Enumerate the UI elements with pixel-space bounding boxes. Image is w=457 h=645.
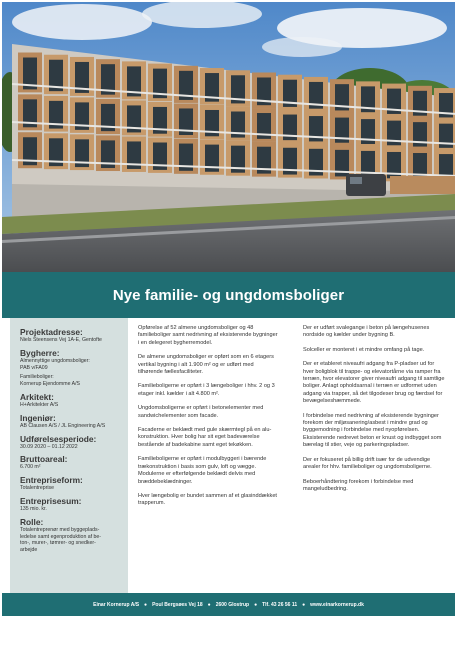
fact-value: arbejde (20, 547, 38, 554)
fact-value: H+Arkitekter A/S (20, 401, 59, 408)
fact-heading: Rolle: (20, 516, 44, 527)
description-paragraph: Hver længebolig er bundet sammen af et glasinddækket trapperum. (138, 492, 277, 507)
description-paragraph: Ungdomsboligerne er opført i betonelementer med sandwichelementer som facade. (138, 405, 264, 419)
fact-value: Almennyttige ungdomsboliger: (20, 357, 90, 364)
separator-dot-icon: ● (302, 601, 306, 608)
fact-value: Kornerup Ejendomme A/S (20, 381, 80, 388)
description-paragraph: Der er fokuseret på billig drift især for de udvendige arealer for hhv. familieboliger og ungdomsboligerne. (303, 456, 432, 471)
description-paragraph: Opførelse af 52 almene ungdomsboliger og 48 familieboliger samt nedrivning af eksisterende bygninger i en delegeret bygherremodel. (138, 325, 278, 346)
description-paragraph: Facaderne er beklædt med gule skærmtegl på en alu-konstruktion. Hver bolig har sit eget badeværelse bestående af badekabine samt eget tekøkken. (138, 427, 272, 448)
footer-item: Poul Bergsøes Vej 18 (152, 601, 203, 608)
description-paragraph: Familieboligerne er opført i 3 længeboliger i hhv. 2 og 3 etager inkl. kælder i alt 4.800 m². (138, 383, 275, 397)
title-band (2, 272, 455, 318)
page-title: Nye familie- og ungdomsboliger (112, 286, 345, 304)
project-facts-sidebar (10, 318, 128, 593)
separator-dot-icon: ● (207, 601, 211, 608)
footer-contact-bar (2, 593, 455, 616)
fact-value: Familieboliger: (20, 374, 54, 381)
fact-value: Totalentreprenør med byggeplads- (20, 526, 100, 533)
description-paragraph: De almene ungdomsboliger er opført som en 6 etagers vertikal bygning i alt 1.900 m² og er udført med tilhørende fællesfaciliteter. (138, 354, 274, 376)
fact-heading: Entreprisesum: (20, 495, 82, 506)
fact-heading: Bygherre: (20, 347, 60, 358)
fact-value: ton-, murer-, tømrer- og snedker- (20, 540, 96, 547)
description-paragraph: Der er etableret niveaufri adgang fra P-pladser ud for hver boligblok til trappe- og elevatortårne via ramper fra terræn, hvor elevatorer giver niveaufri adgang til samtlige boliger. Anlagt opholdsarnal i terræn er udformet uden adgang via trapper, så det tilgodeser brug og færdsel for bevægelseshæmmede. (303, 361, 445, 405)
description-paragraph: Beboerhåndtering forekom i forbindelse med mangeludbedring. (303, 478, 414, 492)
description-paragraph: Der er udført svalegange i beton på længehusenes nordside og kælder under bygning B. (303, 325, 430, 339)
fact-heading: Bruttoareal: (20, 454, 68, 465)
website-link[interactable]: www.einarkornerup.dk (310, 601, 364, 608)
fact-value: PAB v/FA09 (20, 364, 48, 371)
description-paragraph: Solceller er monteret i et mindre omfang på tage. (303, 346, 425, 353)
fact-heading: Udførelsesperiode: (20, 433, 97, 444)
fact-value: ledelse samt egenproduktion af be- (20, 533, 102, 540)
fact-value: 30.09 2020 – 01.12 2022 (20, 443, 78, 450)
fact-value: Totalentreprise (20, 485, 55, 492)
separator-dot-icon: ● (254, 601, 258, 608)
fact-value: Niels Steensens Vej 1A-E, Gentofte (20, 337, 102, 343)
fact-heading: Projektadresse: (20, 327, 83, 337)
description-column-1 (138, 325, 280, 515)
fact-heading: Arkitekt: (20, 391, 54, 402)
footer-item: Einar Kornerup A/S (93, 601, 140, 608)
fact-heading: Entrepriseform: (20, 475, 83, 486)
separator-dot-icon: ● (144, 601, 148, 608)
fact-value: 135 mio. kr. (20, 505, 47, 512)
fact-heading: Ingeniør: (20, 412, 56, 423)
description-paragraph: Familieboligerne er opført i modulbyggeri i bærende trækonstruktion i basis som gulv, loft og vægge. Modulerne er efterfølgende beklædt delvis med bræddebeklædninger. (138, 456, 267, 485)
footer-item: 2600 Glostrup (215, 601, 250, 608)
description-column-2 (303, 325, 445, 500)
fact-value: 6.700 m² (20, 464, 41, 471)
footer-item: Tlf. 43 26 56 11 (262, 601, 298, 608)
fact-value: AB Clausen A/S / JL Engineering A/S (20, 422, 106, 429)
building-photo (2, 2, 455, 272)
description-paragraph: I forbindelse med nedrivning af eksisterende bygninger forekom der miljøsanering/asbest i mindre grad og byggemodning i forbindelse med nyopførelsen. Eksisterende nedrevet beton er knust og indbygget som bærelag til stier, veje og parkeringspladser. (303, 412, 442, 449)
